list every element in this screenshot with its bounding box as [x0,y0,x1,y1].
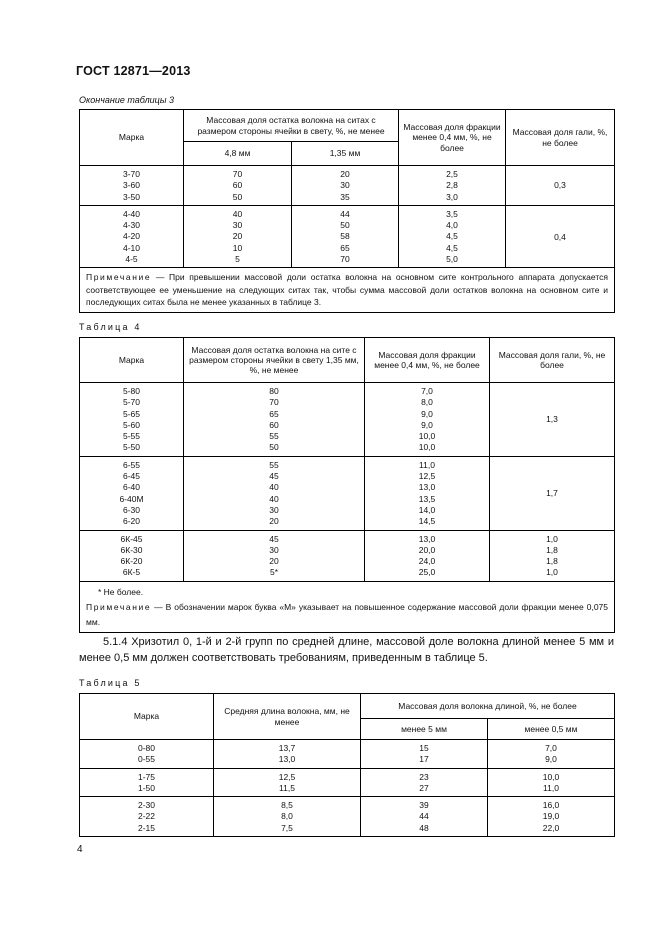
mark-cell: 4-40 4-30 4-20 4-10 4-5 [80,205,184,267]
table3-header-sub-a: 4,8 мм [184,142,292,166]
less5-cell: 23 27 [361,768,488,797]
table5-header-group: Массовая доля волокна длиной, %, не более [361,694,615,719]
mark-cell: 6К-45 6К-30 6К-20 6К-5 [80,530,184,581]
table4-header-fraction: Массовая доля фракции менее 0,4 мм, %, не более [365,338,490,383]
fraction-cell: 2,5 2,8 3,0 [399,166,506,206]
table3-header-fraction: Массовая доля фракции менее 0,4 мм, %, не более [399,110,506,166]
avg-cell: 13,7 13,0 [214,740,361,769]
table5-header-mark: Марка [80,694,214,740]
table4-group [80,383,615,457]
table4 [79,337,615,633]
note-label: Примечание [86,272,152,283]
mark-cell: 6-55 6-45 6-40 6-40М 6-30 6-20 [80,456,184,530]
residue-cell: 55 45 40 40 30 20 [184,456,365,530]
avg-cell: 12,5 11,5 [214,768,361,797]
table4-footnote: * Не более. [98,586,144,597]
note-text: — В обозначении марок буква «М» указывает на повышенное содержание массовой доли фракции менее 0,075 мм. [86,601,608,627]
pebble-cell: 1,3 [490,383,615,457]
table5-group [80,768,615,797]
less05-cell: 16,0 19,0 22,0 [488,797,615,837]
table4-notes [80,581,615,633]
table4-header-residue: Массовая доля остатка волокна на сите с размером стороны ячейки в свету 1,35 мм, %, не менее [184,338,365,383]
table3-header-residue: Массовая доля остатка волокна на ситах с размером стороны ячейки в свету, %, не менее [184,110,399,142]
residue-a-cell: 40 30 20 10 5 [184,205,292,267]
table5-group [80,740,615,769]
table5-group [80,797,615,837]
table3-note [80,268,615,312]
less5-cell: 39 44 48 [361,797,488,837]
note-text: — При превышении массовой доли остатка волокна на основном сите контрольного аппарата допускается соответствующее ее уменьшение на следующих ситах так, чтобы сумма массовой доли остатков волокна на основном сите и последующих ситах была не менее указанных в таблице 3. [86,272,608,308]
fraction-cell: 11,0 12,5 13,0 13,5 14,0 14,5 [365,456,490,530]
residue-cell: 45 30 20 5* [184,530,365,581]
mark-cell: 1-75 1-50 [80,768,214,797]
table5-header-sub-b: менее 0,5 мм [488,719,615,740]
less05-cell: 10,0 11,0 [488,768,615,797]
less5-cell: 15 17 [361,740,488,769]
paragraph-5-1-4: 5.1.4 Хризотил 0, 1-й и 2-й групп по средней длине, массовой доле волокна длиной менее 5 мм и менее 0,5 мм должен соответствовать требованиям, приведенным в таблице 5. [79,636,614,665]
residue-cell: 80 70 65 60 55 50 [184,383,365,457]
table4-note [86,600,608,630]
note-label: Примечание [86,601,152,612]
avg-cell: 8,5 8,0 7,5 [214,797,361,837]
residue-a-cell: 70 60 50 [184,166,292,206]
table3-caption: Окончание таблицы 3 [79,95,174,105]
mark-cell: 0-80 0-55 [80,740,214,769]
less05-cell: 7,0 9,0 [488,740,615,769]
mark-cell: 3-70 3-60 3-50 [80,166,184,206]
fraction-cell: 3,5 4,0 4,5 4,5 5,0 [399,205,506,267]
fraction-cell: 7,0 8,0 9,0 9,0 10,0 10,0 [365,383,490,457]
table5-header-sub-a: менее 5 мм [361,719,488,740]
table4-group [80,456,615,530]
fraction-cell: 13,0 20,0 24,0 25,0 [365,530,490,581]
table3-header-pebble: Массовая доля гали, %, не более [506,110,615,166]
pebble-cell: 1,7 [490,456,615,530]
table3-header-sub-b: 1,35 мм [292,142,399,166]
pebble-cell: 0,3 [506,166,615,206]
mark-cell: 5-80 5-70 5-65 5-60 5-55 5-50 [80,383,184,457]
table5 [79,693,615,837]
table5-caption: Таблица 5 [79,678,142,688]
mark-cell: 2-30 2-22 2-15 [80,797,214,837]
table3 [79,109,615,313]
table4-group [80,530,615,581]
table3-header-mark: Марка [80,110,184,166]
table4-caption: Таблица 4 [79,322,142,332]
pebble-cell: 1,0 1,8 1,8 1,0 [490,530,615,581]
pebble-cell: 0,4 [506,205,615,267]
table3-group [80,205,615,267]
table3-group [80,166,615,206]
table4-header-pebble: Массовая доля гали, %, не более [490,338,615,383]
residue-b-cell: 20 30 35 [292,166,399,206]
table4-header-mark: Марка [80,338,184,383]
page-number: 4 [77,844,83,855]
residue-b-cell: 44 50 58 65 70 [292,205,399,267]
table5-header-avg: Средняя длина волокна, мм, не менее [214,694,361,740]
document-header: ГОСТ 12871—2013 [76,64,191,78]
